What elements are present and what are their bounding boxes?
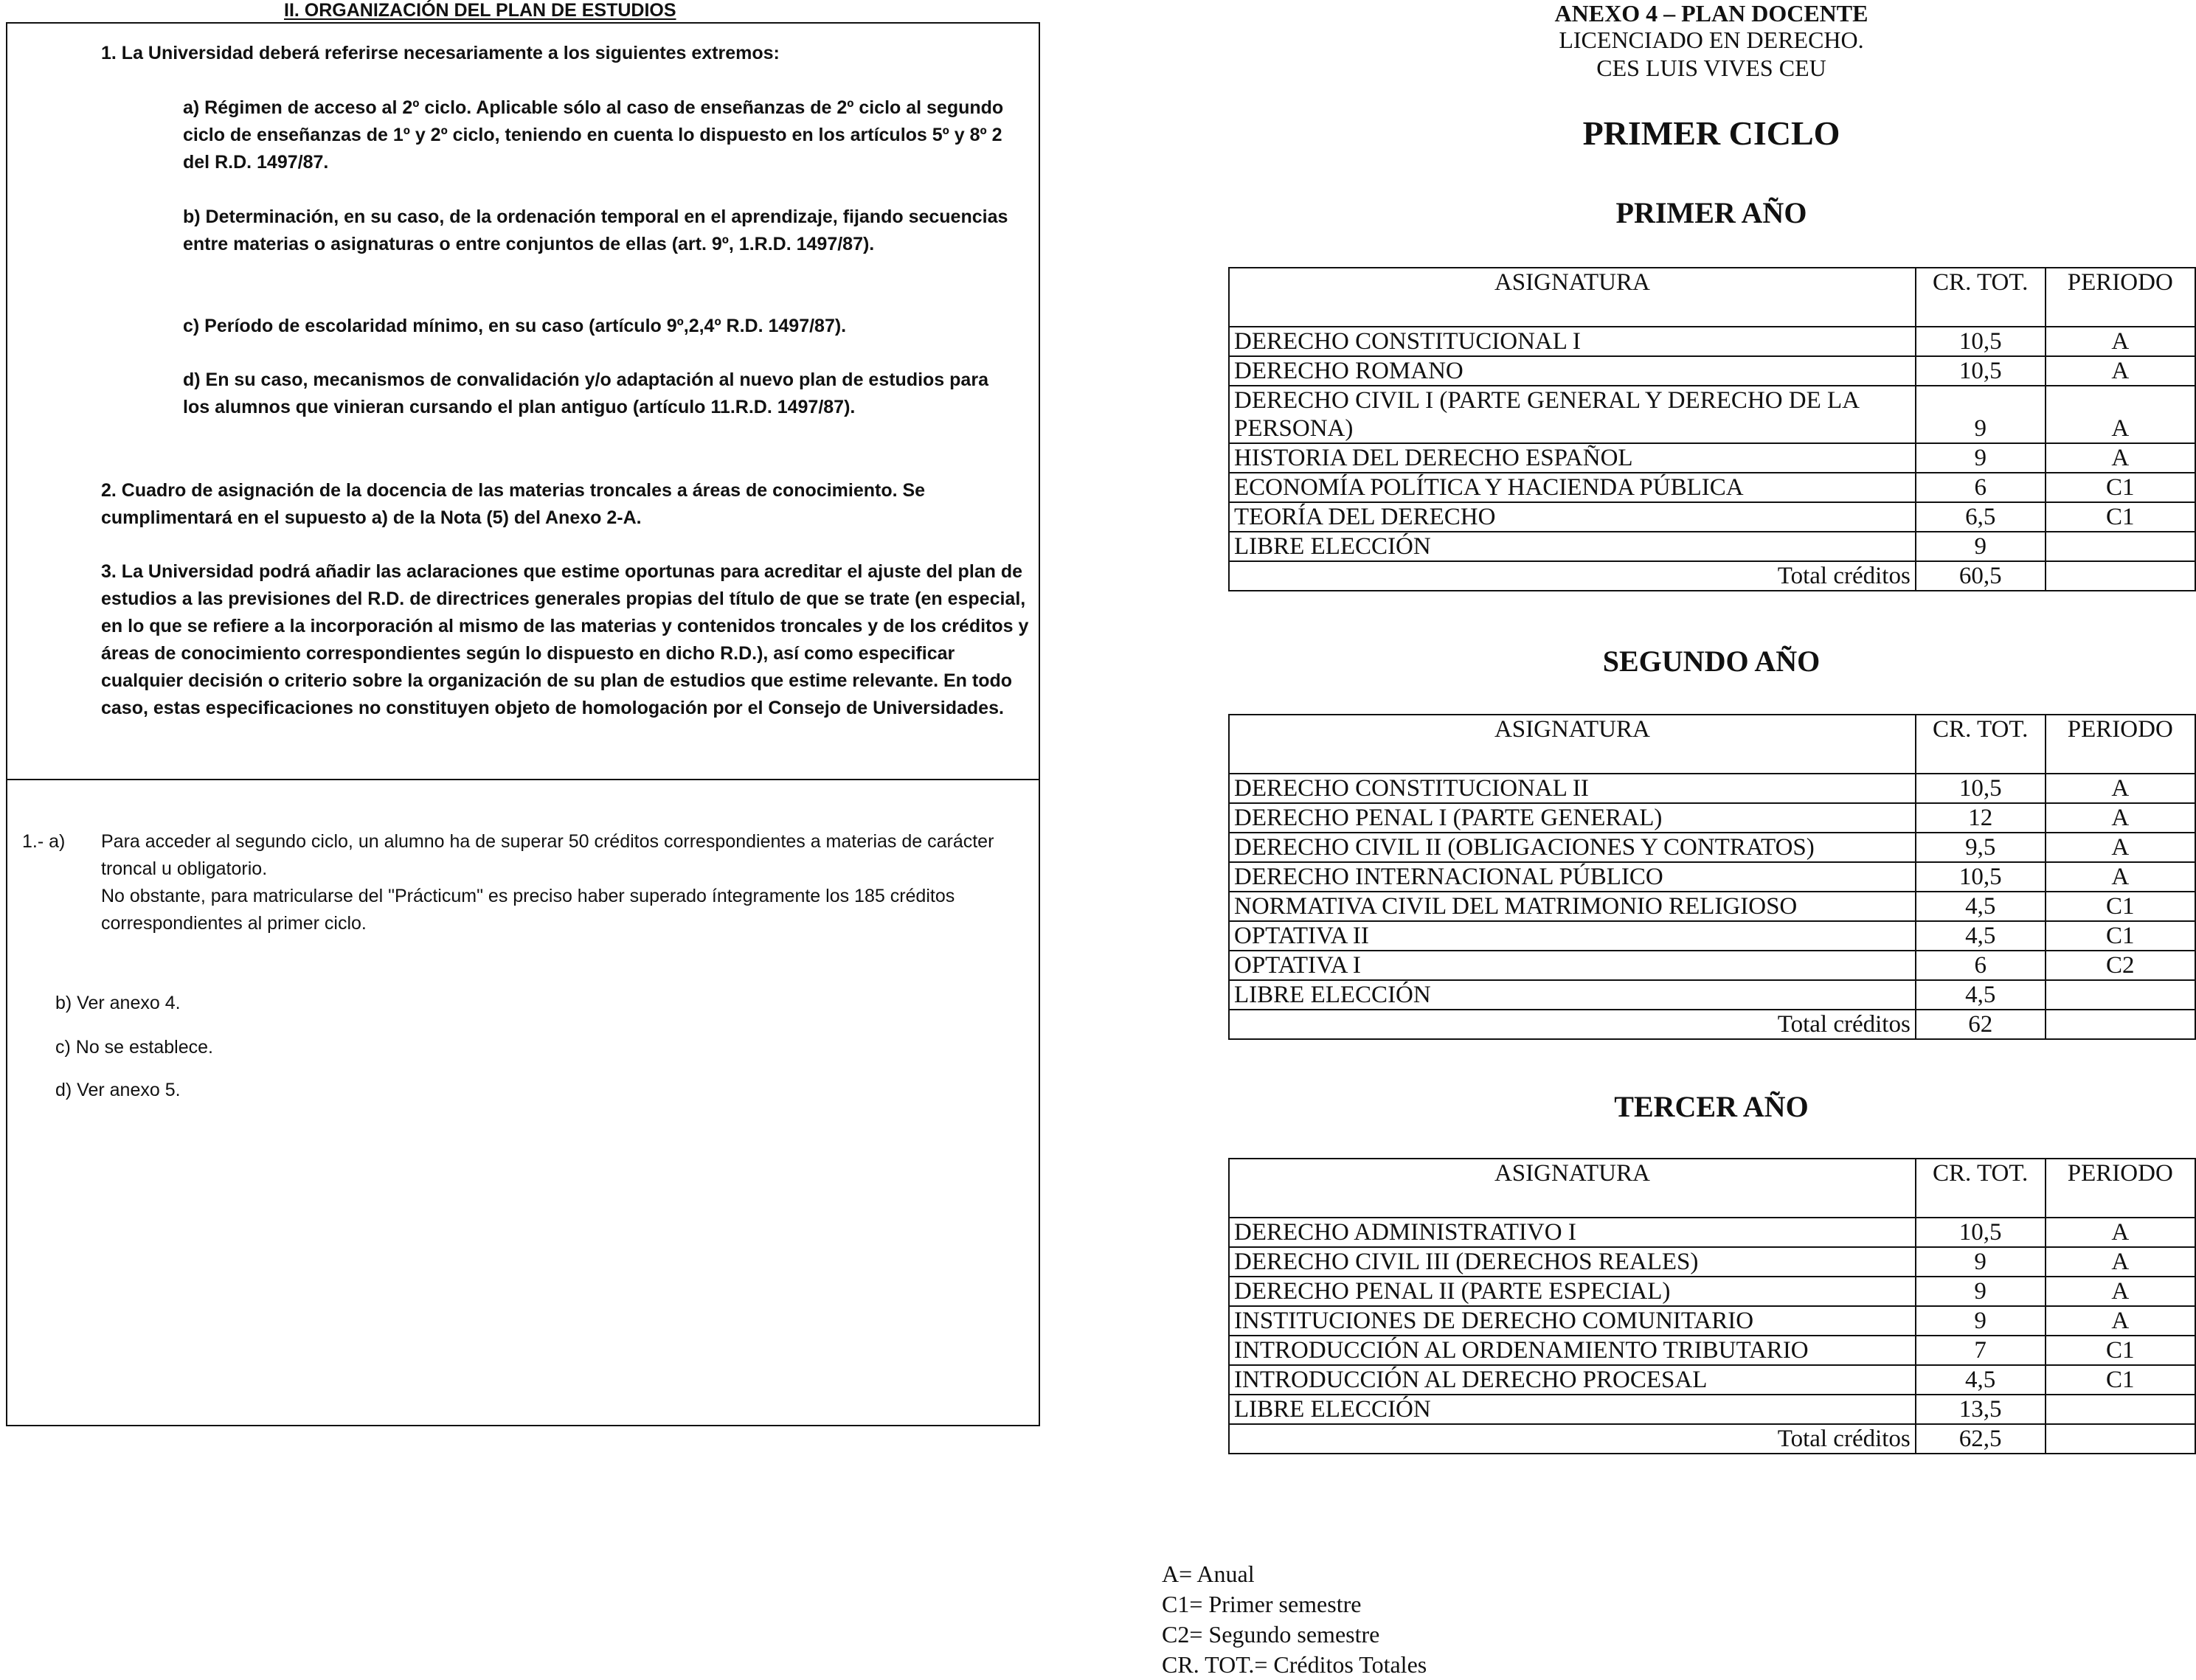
table-row [1229,1336,2195,1365]
answer-1a-label: 1.- a) [22,831,66,852]
subject-name: DERECHO ADMINISTRATIVO I [1229,1218,1916,1247]
year-table-2 [1228,714,2196,1040]
table-row [1229,862,2195,892]
subject-period: C2 [2046,951,2195,980]
table-row [1229,1395,2195,1424]
subject-period: A [2046,443,2195,473]
subject-period: A [2046,1277,2195,1306]
answer-1d: d) Ver anexo 5. [55,1080,181,1100]
instruction-2: 2. Cuadro de asignación de la docencia de las materias troncales a áreas de conocimiento. Se cumplimentará en el supuesto a) de la Nota (5) del Anexo 2-A. [101,480,926,528]
table-header-row [1229,268,2195,327]
instruction-1a: a) Régimen de acceso al 2º ciclo. Aplicable sólo al caso de enseñanzas de 2º ciclo al segundo ciclo de enseñanzas de 1º y 2º ciclo, teniendo en cuenta lo dispuesto en los artículos 5º y 8º 2 del R.D. 1497/87. [183,97,1004,173]
subject-name: LIBRE ELECCIÓN [1229,1395,1916,1424]
table-row [1229,774,2195,803]
subject-name: TEORÍA DEL DERECHO [1229,502,1916,532]
answer-1a-line2: No obstante, para matricularse del "Prácticum" es preciso haber superado íntegramente los 185 créditos correspondientes al primer ciclo. [101,886,955,934]
col-periodo: PERIODO [2046,1159,2195,1218]
col-creditos: CR. TOT. [1916,268,2046,327]
year-title-3: TERCER AÑO [1614,1090,1809,1123]
degree-name: LICENCIADO EN DERECHO. [1559,27,1864,53]
total-credits: 60,5 [1916,561,2046,591]
total-period [2046,561,2195,591]
subject-period: A [2046,1247,2195,1277]
subject-name: OPTATIVA I [1229,951,1916,980]
subject-period: A [2046,774,2195,803]
subject-name: DERECHO CONSTITUCIONAL I [1229,327,1916,356]
table-row [1229,473,2195,502]
subject-period: C1 [2046,502,2195,532]
subject-period: A [2046,833,2195,862]
subject-period [2046,532,2195,561]
year-table-1 [1228,267,2196,591]
answer-1a-text [101,828,1031,937]
subject-name: NORMATIVA CIVIL DEL MATRIMONIO RELIGIOSO [1229,892,1916,921]
subject-name: DERECHO INTERNACIONAL PÚBLICO [1229,862,1916,892]
subject-period: A [2046,327,2195,356]
year-title-2: SEGUNDO AÑO [1602,645,1821,678]
subject-credits: 12 [1916,803,2046,833]
table-row [1229,1277,2195,1306]
subject-name: DERECHO CONSTITUCIONAL II [1229,774,1916,803]
col-creditos: CR. TOT. [1916,1159,2046,1218]
subject-name: OPTATIVA II [1229,921,1916,951]
table-row [1229,386,2195,443]
year-table-3 [1228,1158,2196,1454]
subject-credits: 10,5 [1916,862,2046,892]
subject-credits: 4,5 [1916,921,2046,951]
legend-anual: A= Anual [1162,1561,1255,1587]
table-row [1229,892,2195,921]
subject-period: C1 [2046,892,2195,921]
instruction-1: 1. La Universidad deberá referirse necesariamente a los siguientes extremos: [101,43,780,63]
table-row [1229,921,2195,951]
answer-1a-line1: Para acceder al segundo ciclo, un alumno ha de superar 50 créditos correspondientes a materias de carácter troncal u obligatorio. [101,831,994,879]
total-period [2046,1424,2195,1454]
subject-period: A [2046,386,2195,443]
legend-c1: C1= Primer semestre [1162,1591,1362,1617]
col-asignatura: ASIGNATURA [1229,715,1916,774]
subject-name: HISTORIA DEL DERECHO ESPAÑOL [1229,443,1916,473]
col-asignatura: ASIGNATURA [1229,268,1916,327]
subject-credits: 9,5 [1916,833,2046,862]
year-title-1: PRIMER AÑO [1615,196,1807,229]
total-row [1229,1010,2195,1039]
table-row [1229,833,2195,862]
legend-c2: C2= Segundo semestre [1162,1621,1380,1648]
subject-credits: 10,5 [1916,327,2046,356]
legend-crtot: CR. TOT.= Créditos Totales [1162,1651,1427,1678]
subject-credits: 4,5 [1916,980,2046,1010]
total-credits: 62 [1916,1010,2046,1039]
table-header-row [1229,715,2195,774]
subject-name: DERECHO CIVIL III (DERECHOS REALES) [1229,1247,1916,1277]
total-label: Total créditos [1229,1010,1916,1039]
answer-1b: b) Ver anexo 4. [55,993,181,1013]
year-rows [1229,327,2195,591]
subject-name: DERECHO CIVIL I (PARTE GENERAL Y DERECHO DE LA PERSONA) [1229,386,1916,443]
table-row [1229,980,2195,1010]
year-rows [1229,1218,2195,1454]
subject-period: A [2046,356,2195,386]
subject-name: DERECHO ROMANO [1229,356,1916,386]
year-rows [1229,774,2195,1039]
subject-credits: 6,5 [1916,502,2046,532]
subject-name: DERECHO PENAL II (PARTE ESPECIAL) [1229,1277,1916,1306]
total-period [2046,1010,2195,1039]
answer-1c: c) No se establece. [55,1037,213,1058]
subject-credits: 9 [1916,532,2046,561]
instruction-1d: d) En su caso, mecanismos de convalidación y/o adaptación al nuevo plan de estudios para los alumnos que vinieran cursando el plan antiguo (artículo 11.R.D. 1497/87). [183,369,988,417]
subject-credits: 6 [1916,951,2046,980]
subject-name: LIBRE ELECCIÓN [1229,532,1916,561]
subject-period: A [2046,862,2195,892]
subject-credits: 9 [1916,1247,2046,1277]
subject-period: C1 [2046,921,2195,951]
col-periodo: PERIODO [2046,715,2195,774]
subject-credits: 10,5 [1916,774,2046,803]
institution-name: CES LUIS VIVES CEU [1596,55,1826,81]
subject-name: INTRODUCCIÓN AL DERECHO PROCESAL [1229,1365,1916,1395]
table-row [1229,1247,2195,1277]
table-row [1229,532,2195,561]
subject-name: ECONOMÍA POLÍTICA Y HACIENDA PÚBLICA [1229,473,1916,502]
subject-credits: 4,5 [1916,1365,2046,1395]
subject-period: A [2046,1306,2195,1336]
section-title: II. ORGANIZACIÓN DEL PLAN DE ESTUDIOS [284,0,676,21]
subject-name: LIBRE ELECCIÓN [1229,980,1916,1010]
total-row [1229,1424,2195,1454]
subject-credits: 4,5 [1916,892,2046,921]
subject-period [2046,1395,2195,1424]
subject-period: A [2046,1218,2195,1247]
table-row [1229,1306,2195,1336]
instruction-3: 3. La Universidad podrá añadir las aclaraciones que estime oportunas para acreditar el ajuste del plan de estudios a las previsiones del R.D. de directrices generales propias del título de que se trate (en especial, en lo que se refiere a la incorporación al mismo de las materias y contenidos troncales y de los créditos y áreas de conocimiento correspondientes según lo dispuesto en dicho R.D.), así como especificar cualquier decisión o criterio sobre la organización de su plan de estudios que estime relevante. En todo caso, estas especificaciones no constituyen objeto de homologación por el Consejo de Universidades. [101,561,1029,718]
total-credits: 62,5 [1916,1424,2046,1454]
total-label: Total créditos [1229,1424,1916,1454]
subject-name: DERECHO CIVIL II (OBLIGACIONES Y CONTRATOS) [1229,833,1916,862]
subject-name: INTRODUCCIÓN AL ORDENAMIENTO TRIBUTARIO [1229,1336,1916,1365]
table-row [1229,356,2195,386]
subject-credits: 9 [1916,386,2046,443]
subject-period: A [2046,803,2195,833]
subject-period: C1 [2046,1365,2195,1395]
table-row [1229,443,2195,473]
subject-credits: 9 [1916,443,2046,473]
instruction-1b: b) Determinación, en su caso, de la ordenación temporal en el aprendizaje, fijando secuencias entre materias o asignaturas o entre conjuntos de ellas (art. 9º, 1.R.D. 1497/87). [183,206,1008,254]
annex-title: ANEXO 4 – PLAN DOCENTE [1554,0,1868,27]
subject-name: DERECHO PENAL I (PARTE GENERAL) [1229,803,1916,833]
table-header-row [1229,1159,2195,1218]
subject-period [2046,980,2195,1010]
total-row [1229,561,2195,591]
table-row [1229,1218,2195,1247]
cycle-title: PRIMER CICLO [1582,114,1840,152]
col-creditos: CR. TOT. [1916,715,2046,774]
table-row [1229,803,2195,833]
table-row [1229,327,2195,356]
subject-credits: 10,5 [1916,356,2046,386]
subject-credits: 10,5 [1916,1218,2046,1247]
subject-name: INSTITUCIONES DE DERECHO COMUNITARIO [1229,1306,1916,1336]
col-periodo: PERIODO [2046,268,2195,327]
subject-period: C1 [2046,1336,2195,1365]
subject-credits: 6 [1916,473,2046,502]
table-row [1229,1365,2195,1395]
subject-credits: 13,5 [1916,1395,2046,1424]
instruction-1c: c) Período de escolaridad mínimo, en su caso (artículo 9º,2,4º R.D. 1497/87). [183,316,847,336]
subject-credits: 9 [1916,1306,2046,1336]
total-label: Total créditos [1229,561,1916,591]
subject-period: C1 [2046,473,2195,502]
col-asignatura: ASIGNATURA [1229,1159,1916,1218]
subject-credits: 9 [1916,1277,2046,1306]
table-row [1229,951,2195,980]
table-row [1229,502,2195,532]
subject-credits: 7 [1916,1336,2046,1365]
